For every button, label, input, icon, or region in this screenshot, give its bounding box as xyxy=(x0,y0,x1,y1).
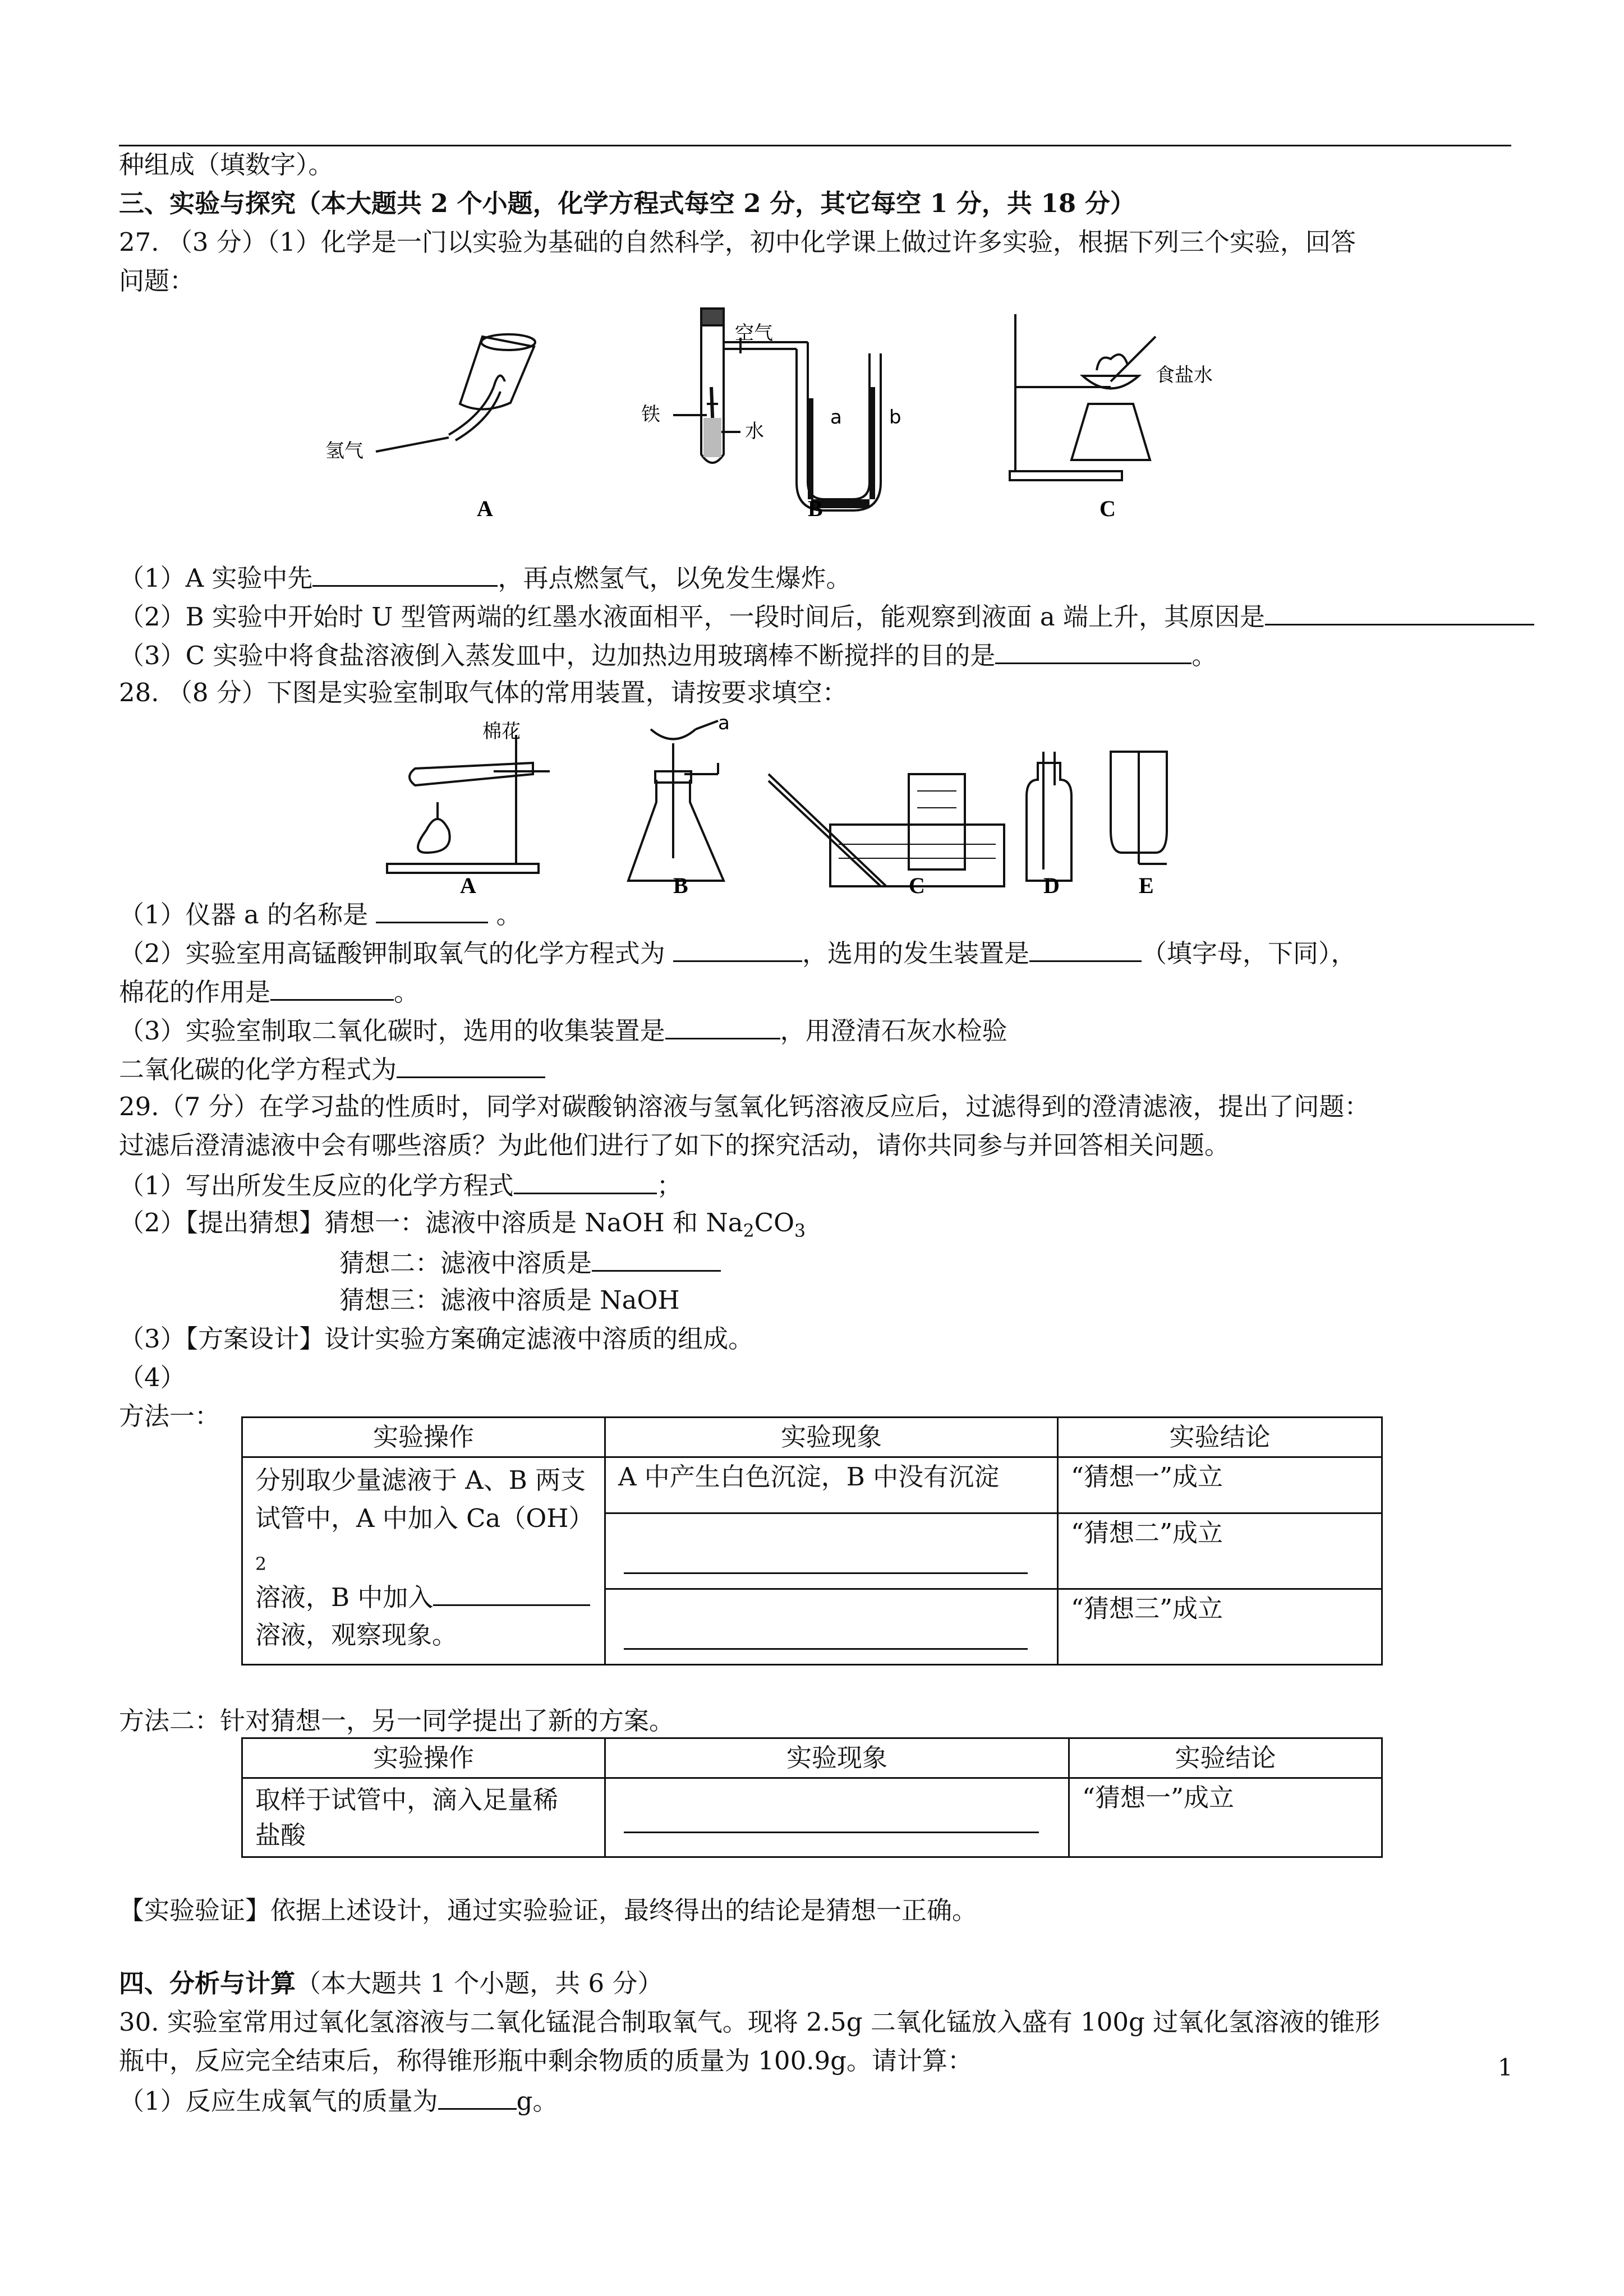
method1-operation-cell xyxy=(242,1457,605,1665)
q27-intro-line2: 问题： xyxy=(119,266,195,296)
method1-header-phenomenon: 实验现象 xyxy=(605,1418,1058,1457)
method1-conclusion-1: “猜想一”成立 xyxy=(1058,1457,1382,1513)
q30-line1: 30. 实验室常用过氧化氢溶液与二氧化锰混合制取氧气。现将 2.5g 二氧化锰放入盛有 100g 过氧化氢溶液的锥形 xyxy=(119,2007,1381,2037)
method1-op-line4: 溶液，观察现象。 xyxy=(255,1620,458,1650)
q30-part1-blank[interactable] xyxy=(438,2084,517,2110)
q29-guess2 xyxy=(339,1246,721,1279)
method1-op-line3-text: 溶液，B 中加入 xyxy=(255,1582,434,1612)
q27-part2 xyxy=(119,600,1534,633)
q28-part3-text-b: ，用澄清石灰水检验 xyxy=(780,1015,1007,1046)
method2-op-line1: 取样于试管中，滴入足量稀 xyxy=(255,1785,559,1815)
q29-guess2-blank[interactable] xyxy=(592,1246,721,1272)
method1-op-line1: 分别取少量滤液于 A、B 两支 xyxy=(255,1465,586,1496)
fig-tube-b-label: b xyxy=(889,406,901,429)
method1-op-line2 xyxy=(255,1499,592,1579)
q28-part2-text-c: （填字母，下同）， xyxy=(1141,938,1356,968)
q28-part1 xyxy=(119,898,522,931)
section4-title-bold: 四、分析与计算 xyxy=(119,1968,296,1998)
q27-part2-blank[interactable] xyxy=(1265,600,1534,625)
method2-header-conclusion: 实验结论 xyxy=(1069,1738,1382,1778)
q30-line2: 瓶中，反应完全结束后，称得锥形瓶中剩余物质的质量为 100.9g。请计算： xyxy=(119,2046,973,2076)
method1-phenomenon-1: A 中产生白色沉淀，B 中没有沉淀 xyxy=(605,1457,1058,1513)
method1-op-line2-text: 试管中，A 中加入 Ca（OH） xyxy=(255,1503,594,1533)
fig28-label-e: E xyxy=(1139,873,1154,898)
fig-a-pointer-label: a xyxy=(718,718,730,734)
fig28-label-c: C xyxy=(909,873,925,898)
method1-conclusion-3: “猜想三”成立 xyxy=(1058,1589,1382,1665)
q29-guess1-co: CO xyxy=(754,1208,794,1237)
method1-phenomenon-3-blank[interactable] xyxy=(624,1648,1028,1650)
q27-part3-text-a: （3）C 实验中将食盐溶液倒入蒸发皿中，边加热边用玻璃棒不断搅拌的目的是 xyxy=(119,640,996,670)
method1-table xyxy=(241,1416,1383,1665)
q28-part3 xyxy=(119,1014,1007,1047)
q28-part3-blank-collect[interactable] xyxy=(665,1014,780,1039)
fig-salt-water-label: 食盐水 xyxy=(1156,364,1213,386)
q29-guess3: 猜想三：滤液中溶质是 NaOH xyxy=(339,1285,680,1315)
method2-table xyxy=(241,1737,1383,1858)
method1-op-blank[interactable] xyxy=(433,1580,590,1606)
q29-guess1-text: （2）【提出猜想】猜想一：滤液中溶质是 NaOH 和 Na xyxy=(119,1208,743,1237)
fig-air-label: 空气 xyxy=(735,322,773,344)
method1-phenomenon-2-blank[interactable] xyxy=(624,1572,1028,1574)
q29-part1-blank[interactable] xyxy=(514,1168,657,1194)
method1-phenomenon-3 xyxy=(605,1589,1058,1665)
section4-title xyxy=(119,1968,663,1999)
q28-part2-text-d: 棉花的作用是 xyxy=(119,977,271,1007)
method2-phenomenon-cell xyxy=(605,1778,1069,1857)
q28-part3-text-a: （3）实验室制取二氧化碳时，选用的收集装置是 xyxy=(119,1015,665,1046)
q29-verify: 【实验验证】依据上述设计，通过实验验证，最终得出的结论是猜想一正确。 xyxy=(119,1895,978,1925)
page-number: 1 xyxy=(1498,2054,1513,2081)
method1-header-row xyxy=(242,1418,1382,1457)
q28-part1-text-b: 。 xyxy=(488,899,522,930)
method2-phenomenon-blank[interactable] xyxy=(624,1832,1039,1833)
method1-op-line2-sub: 2 xyxy=(255,1554,267,1575)
fig28-label-b: B xyxy=(673,873,688,898)
q28-intro: 28. （8 分）下图是实验室制取气体的常用装置，请按要求填空： xyxy=(119,678,848,707)
q30-part1 xyxy=(119,2084,558,2117)
section4-title-rest: （本大题共 1 个小题，共 6 分） xyxy=(296,1968,663,1998)
q27-part3-text-b: 。 xyxy=(1191,640,1217,670)
method2-row1 xyxy=(242,1778,1382,1857)
method2-header-operation: 实验操作 xyxy=(242,1738,605,1778)
fig-b-label: B xyxy=(808,496,823,521)
fig-cotton-label: 棉花 xyxy=(482,720,521,743)
fig-water-label: 水 xyxy=(745,420,764,443)
q27-part1-blank[interactable] xyxy=(312,561,498,587)
q28-part3-text-c: 二氧化碳的化学方程式为 xyxy=(119,1054,397,1084)
q30-part1-text-b: g。 xyxy=(516,2086,558,2116)
q27-intro-line1: 27. （3 分）（1）化学是一门以实验为基础的自然科学，初中化学课上做过许多实验，根据下列三个实验，回答 xyxy=(119,227,1356,257)
top-line: 种组成（填数字）。 xyxy=(119,150,334,180)
q28-part2 xyxy=(119,936,1356,969)
q27-part2-text: （2）B 实验中开始时 U 型管两端的红墨水液面相平，一段时间后，能观察到液面 a 端上升，其原因是 xyxy=(119,601,1265,632)
q29-intro-line1: 29.（7 分）在学习盐的性质时，同学对碳酸钠溶液与氢氧化钙溶液反应后，过滤得到的澄清滤液，提出了问题： xyxy=(119,1092,1370,1121)
method1-header-operation: 实验操作 xyxy=(242,1418,605,1457)
q28-part3-line2 xyxy=(119,1052,545,1085)
fig-a-label: A xyxy=(477,496,493,521)
q28-part2-blank-device[interactable] xyxy=(1029,936,1142,962)
method2-op-line2: 盐酸 xyxy=(255,1820,306,1851)
q27-part1 xyxy=(119,561,851,594)
method1-phenomenon-2 xyxy=(605,1513,1058,1589)
method2-operation-cell xyxy=(242,1778,605,1857)
q28-part2-text-b: ，选用的发生装置是 xyxy=(802,938,1029,968)
q29-method1-label: 方法一： xyxy=(119,1401,220,1431)
q29-method2-label: 方法二：针对猜想一，另一同学提出了新的方案。 xyxy=(119,1706,675,1736)
section3-title: 三、实验与探究（本大题共 2 个小题，化学方程式每空 2 分，其它每空 1 分，共 18 分） xyxy=(119,188,1135,218)
q28-part2-text-a: （2）实验室用高锰酸钾制取氧气的化学方程式为 xyxy=(119,938,673,968)
method1-row1 xyxy=(242,1457,1382,1513)
q28-figure xyxy=(381,718,1234,898)
fig-iron-label: 铁 xyxy=(641,403,660,426)
method2-header-phenomenon: 实验现象 xyxy=(605,1738,1069,1778)
q29-guess1-sub3: 3 xyxy=(794,1221,806,1241)
q29-guess2-text: 猜想二：滤液中溶质是 xyxy=(339,1248,592,1278)
q28-part2-line2 xyxy=(119,975,419,1008)
fig-hydrogen-label: 氢气 xyxy=(325,440,364,462)
method2-conclusion-cell: “猜想一”成立 xyxy=(1069,1778,1382,1857)
q30-part1-text-a: （1）反应生成氧气的质量为 xyxy=(119,2086,438,2116)
q29-part4: （4） xyxy=(119,1363,186,1392)
fig-c-label: C xyxy=(1099,496,1116,521)
q27-part3-blank[interactable] xyxy=(995,638,1191,664)
q28-part1-text-a: （1）仪器 a 的名称是 xyxy=(119,899,376,930)
method1-header-conclusion: 实验结论 xyxy=(1058,1418,1382,1457)
q29-part1-text-a: （1）写出所发生反应的化学方程式 xyxy=(119,1170,514,1200)
q29-part2-guess1 xyxy=(119,1207,806,1243)
method1-conclusion-2: “猜想二”成立 xyxy=(1058,1513,1382,1589)
q29-guess1-sub2: 2 xyxy=(743,1221,755,1241)
q29-part3: （3）【方案设计】设计实验方案确定滤液中溶质的组成。 xyxy=(119,1324,754,1354)
q28-part2-text-e: 。 xyxy=(394,977,420,1007)
q28-part3-blank-equation[interactable] xyxy=(397,1052,545,1078)
fig28-label-d: D xyxy=(1043,873,1060,898)
method2-header-row xyxy=(242,1738,1382,1778)
q29-part1-text-b: ； xyxy=(656,1170,682,1200)
q29-part1 xyxy=(119,1168,682,1202)
q29-intro-line2: 过滤后澄清滤液中会有哪些溶质？为此他们进行了如下的探究活动，请你共同参与并回答相关问题。 xyxy=(119,1130,1230,1160)
q27-part1-text-b: ，再点燃氢气，以免发生爆炸。 xyxy=(498,563,852,593)
method1-op-line3 xyxy=(255,1579,592,1617)
q28-part1-blank[interactable] xyxy=(376,898,488,923)
q27-part1-text-a: （1）A 实验中先 xyxy=(119,563,313,593)
q28-part2-blank-cotton[interactable] xyxy=(270,975,394,1001)
q27-part3 xyxy=(119,638,1217,671)
header-rule xyxy=(119,145,1511,146)
q28-part2-blank-equation[interactable] xyxy=(673,936,802,962)
q27-figure xyxy=(314,303,1257,527)
fig-tube-a-label: a xyxy=(830,406,842,429)
fig28-label-a: A xyxy=(460,873,476,898)
